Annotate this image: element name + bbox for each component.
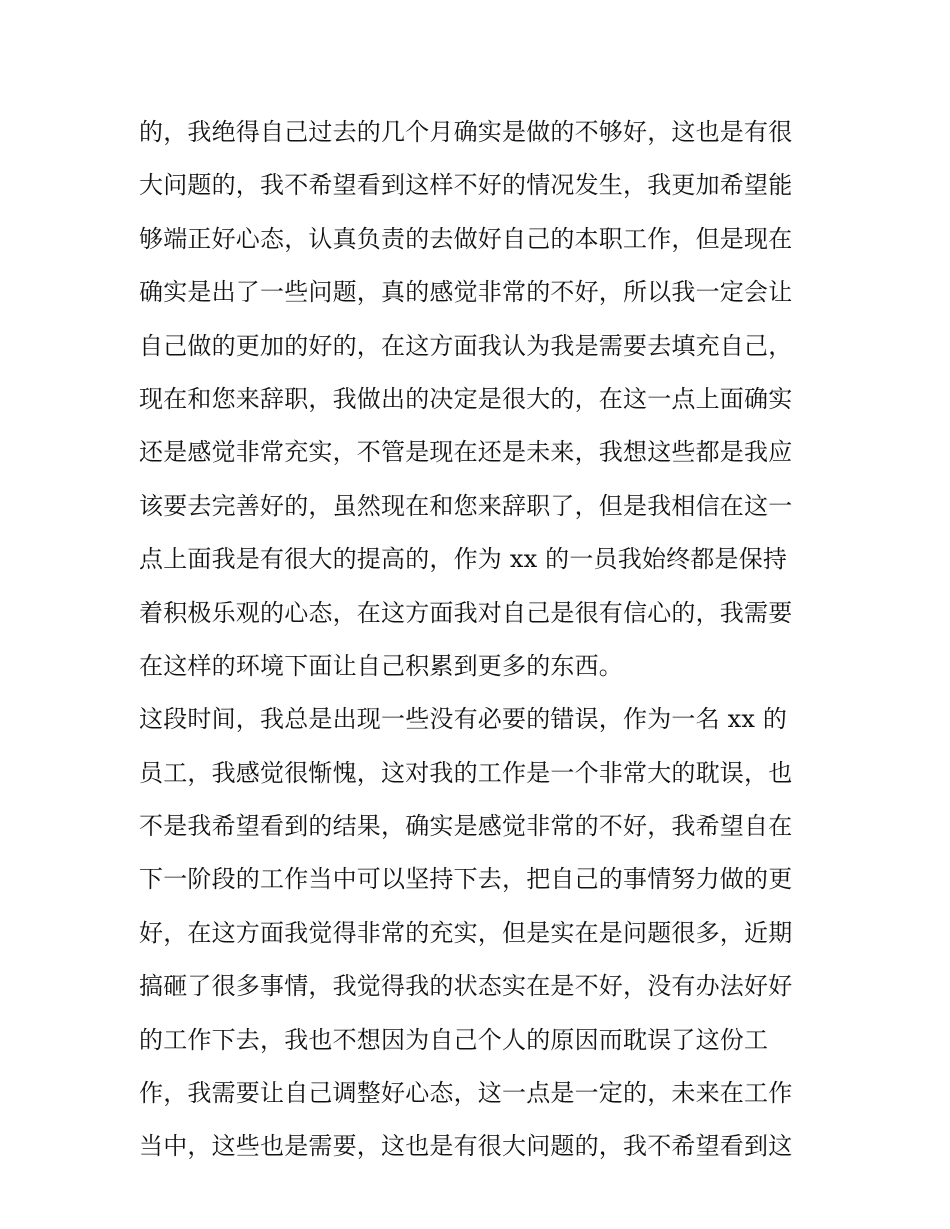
- body-text: [139, 106, 819, 1174]
- text-line: 当中，这些也是需要，这也是有很大问题的，我不希望看到这: [139, 1132, 793, 1161]
- text-line: 在这样的环境下面让自己积累到更多的东西。: [139, 651, 623, 680]
- text-line: 着积极乐观的心态，在这方面我对自己是很有信心的，我需要: [139, 598, 793, 627]
- text-line: 点上面我是有很大的提高的，作为 xx 的一员我始终都是保持: [139, 545, 788, 574]
- text-line: 搞砸了很多事情，我觉得我的状态实在是不好，没有办法好好: [139, 972, 793, 1001]
- text-line: 员工，我感觉很惭愧，这对我的工作是一个非常大的耽误，也: [139, 758, 793, 787]
- text-line: 下一阶段的工作当中可以坚持下去，把自己的事情努力做的更: [139, 865, 793, 894]
- text-line: 还是感觉非常充实，不管是现在还是未来，我想这些都是我应: [139, 438, 793, 467]
- text-line: 不是我希望看到的结果，确实是感觉非常的不好，我希望自在: [139, 812, 793, 841]
- text-line: 该要去完善好的，虽然现在和您来辞职了，但是我相信在这一: [139, 491, 793, 520]
- text-line: 大问题的，我不希望看到这样不好的情况发生，我更加希望能: [139, 171, 793, 200]
- text-line: 的，我绝得自己过去的几个月确实是做的不够好，这也是有很: [139, 118, 793, 146]
- text-line: 自己做的更加的好的，在这方面我认为我是需要去填充自己，: [139, 331, 793, 360]
- text-line: 好，在这方面我觉得非常的充实，但是实在是问题很多，近期: [139, 918, 793, 947]
- text-line: 确实是出了一些问题，真的感觉非常的不好，所以我一定会让: [139, 278, 793, 307]
- text-line: 现在和您来辞职，我做出的决定是很大的，在这一点上面确实: [139, 384, 793, 413]
- text-line: 够端正好心态，认真负责的去做好自己的本职工作，但是现在: [139, 224, 793, 253]
- text-line: 作，我需要让自己调整好心态，这一点是一定的，未来在工作: [139, 1079, 793, 1108]
- text-line: 这段时间，我总是出现一些没有必要的错误，作为一名 xx 的: [139, 705, 788, 734]
- text-line: 的工作下去，我也不想因为自己个人的原因而耽误了这份工: [139, 1025, 769, 1054]
